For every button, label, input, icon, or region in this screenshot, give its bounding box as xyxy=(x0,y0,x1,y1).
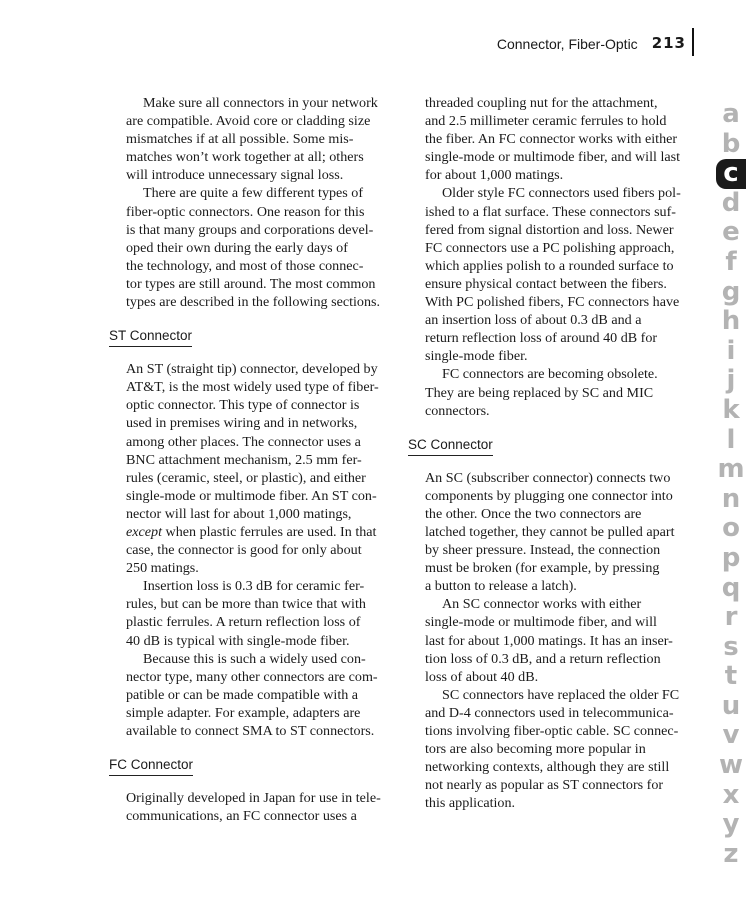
thumb-index-letter-q: q xyxy=(721,572,741,603)
thumb-index-letter-x: x xyxy=(722,779,740,810)
thumb-index-letter-n: n xyxy=(721,483,741,514)
thumb-index-letter-j: j xyxy=(726,365,736,396)
running-header xyxy=(497,28,694,56)
thumb-index-letter-r: r xyxy=(724,602,738,633)
paragraph-text: An ST (straight tip) connector, developed by AT&T, is the most widely used type of fiber- optic connector. This type of connector is used in premises wiring and in networks, among other places. The connector uses a BNC attachment mechanism, 2.5 mm fer- rules (ceramic, steel, or plastic), and either single-mode or multimode fiber. An ST con- nector will last for about 1,000 matings, xyxy=(126,361,379,522)
thumb-index-letter-o: o xyxy=(722,513,740,544)
section-heading-sc-connector: SC Connector xyxy=(408,436,493,456)
thumb-index-letter-k: k xyxy=(722,394,740,425)
running-header-title: Connector, Fiber-Optic xyxy=(496,36,638,52)
thumb-index-letter-w: w xyxy=(718,750,744,781)
thumb-index-letter-a: a xyxy=(722,99,740,129)
paragraph: SC connectors have replaced the older FC and D-4 connectors used in telecommunica- tions involving fiber-optic cable. SC connec- tors are also becoming more popular in networking contexts, although they are still not nearly as popular as ST connectors for this application. xyxy=(425,686,680,812)
thumb-index-letter-d: d xyxy=(721,187,741,218)
thumb-index-letter-f: f xyxy=(725,246,737,277)
thumb-index-letter-p: p xyxy=(721,542,741,573)
right-column xyxy=(408,94,698,812)
paragraph: Older style FC connectors used fibers pol- ished to a flat surface. These connectors suf- fered from signal distortion and loss. Newer FC connectors use a PC polishing approach, which applies polish to a rounded surface to ensure physical contact between the fibers. With PC polished fibers, FC connectors have an insertion loss of about 0.3 dB and a return reflection loss of around 40 dB for single-mode fiber. xyxy=(425,185,681,365)
thumb-index-letter-y: y xyxy=(722,809,740,840)
paragraph: Make sure all connectors in your network are compatible. Avoid core or cladding size mismatches if at all possible. Some mis- matches won’t work together at all; others will introduce unnecessary signal loss. xyxy=(126,95,378,184)
thumb-index-letter-s: s xyxy=(723,631,739,662)
thumb-index-letter-c: c xyxy=(716,159,746,189)
paragraph-text: when plastic ferrules are used. In that case, the connector is good for only about 250 matings. xyxy=(126,523,377,577)
paragraph: There are quite a few different types of fiber-optic connectors. One reason for this is that many groups and corporations devel- oped their own during the early days of the technology, and most of those connec- tor types are still around. The most common types are described in the following sections. xyxy=(126,185,381,311)
left-column xyxy=(109,94,399,825)
thumb-index-letter-l: l xyxy=(726,424,736,455)
thumb-index-letter-e: e xyxy=(722,217,740,248)
page-number: 213 xyxy=(652,28,694,56)
emphasis-text: except xyxy=(126,523,162,540)
paragraph: An SC connector works with either single-mode or multimode fiber, and will last for about 1,000 matings. It has an inser- tion loss of 0.3 dB, and a return reflection loss of about 40 dB. xyxy=(425,596,673,685)
thumb-index-letter-b: b xyxy=(721,128,741,159)
section-heading-fc-connector: FC Connector xyxy=(109,756,193,776)
paragraph xyxy=(109,360,399,577)
paragraph: Because this is such a widely used con- nector type, many other connectors are com- patible or can be made compatible with a simple adapter. For example, adapters are available to connect SMA to ST connectors. xyxy=(126,650,378,739)
paragraph: An SC (subscriber connector) connects two components by plugging one connector into the other. Once the two connectors are latched together, they cannot be pulled apart by sheer pressure. Instead, the connection must be broken (for example, by pressing a button to release a latch). xyxy=(425,469,675,595)
paragraph: Originally developed in Japan for use in tele- communications, an FC connector uses a xyxy=(126,790,381,825)
thumb-index-letter-h: h xyxy=(721,306,741,337)
paragraph: FC connectors are becoming obsolete. They are being replaced by SC and MIC connectors. xyxy=(425,366,658,419)
thumb-index-letter-u: u xyxy=(721,690,741,721)
thumb-index-letter-i: i xyxy=(726,335,736,366)
thumb-index-letter-z: z xyxy=(723,838,739,869)
thumb-index-letter-m: m xyxy=(717,454,745,485)
thumb-index-letter-t: t xyxy=(724,661,738,692)
alphabet-thumb-index xyxy=(716,100,746,869)
paragraph: Insertion loss is 0.3 dB for ceramic fer- rules, but can be more than twice that with plastic ferrules. A return reflection loss of 40 dB is typical with single-mode fiber. xyxy=(126,578,366,649)
thumb-index-letter-g: g xyxy=(721,276,741,307)
thumb-index-letter-v: v xyxy=(722,720,740,751)
section-heading-st-connector: ST Connector xyxy=(109,327,192,347)
paragraph: threaded coupling nut for the attachment, and 2.5 millimeter ceramic ferrules to hold the fiber. An FC connector works with either single-mode or multimode fiber, and will last for about 1,000 matings. xyxy=(425,95,681,184)
